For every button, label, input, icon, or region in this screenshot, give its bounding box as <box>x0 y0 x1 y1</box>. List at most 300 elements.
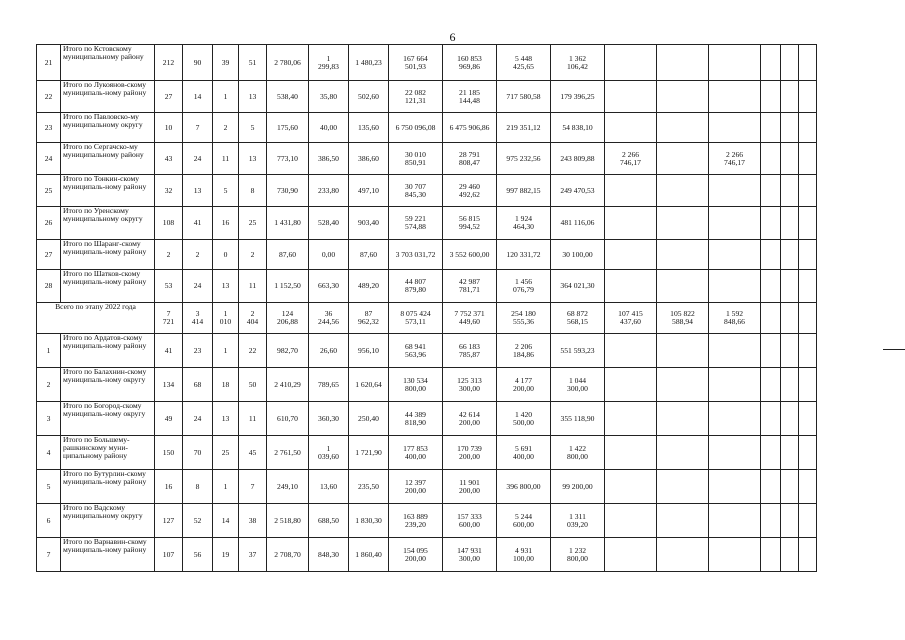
table-cell: 502,60 <box>349 81 389 113</box>
table-cell: 56 <box>183 538 213 572</box>
table-cell <box>709 504 761 538</box>
table-cell <box>657 270 709 303</box>
row-number: 21 <box>37 45 61 81</box>
table-cell: 35,80 <box>309 81 349 113</box>
table-cell: 903,40 <box>349 207 389 240</box>
table-cell: 4 931 100,00 <box>497 538 551 572</box>
total-cell: 2 404 <box>239 303 267 334</box>
table-cell: 154 095 200,00 <box>389 538 443 572</box>
table-cell <box>799 368 817 402</box>
table-cell: 87,60 <box>267 240 309 270</box>
table-cell: 22 <box>239 334 267 368</box>
table-cell: 2 708,70 <box>267 538 309 572</box>
table-cell: 233,80 <box>309 175 349 207</box>
table-cell <box>781 504 799 538</box>
table-cell <box>761 45 781 81</box>
district-name: Итого по Варнавин-скому муниципаль-ному району <box>61 538 155 572</box>
table-cell: 147 931 300,00 <box>443 538 497 572</box>
table-cell <box>781 143 799 175</box>
table-cell: 66 183 785,87 <box>443 334 497 368</box>
table-cell: 10 <box>155 113 183 143</box>
table-cell: 1 311 039,20 <box>551 504 605 538</box>
table-cell: 2 <box>239 240 267 270</box>
table-row <box>37 207 817 240</box>
table-cell <box>605 402 657 436</box>
table-cell: 2 266 746,17 <box>709 143 761 175</box>
table-cell <box>781 45 799 81</box>
table-cell <box>657 470 709 504</box>
table-cell: 249,10 <box>267 470 309 504</box>
table-cell <box>605 470 657 504</box>
table-cell: 42 987 781,71 <box>443 270 497 303</box>
table-cell: 177 853 400,00 <box>389 436 443 470</box>
table-cell <box>605 436 657 470</box>
table-cell: 610,70 <box>267 402 309 436</box>
table-cell: 30 707 845,30 <box>389 175 443 207</box>
table-cell: 163 889 239,20 <box>389 504 443 538</box>
table-row <box>37 470 817 504</box>
table-cell <box>709 334 761 368</box>
table-cell: 1 431,80 <box>267 207 309 240</box>
table-cell: 481 116,06 <box>551 207 605 240</box>
table-cell <box>709 45 761 81</box>
table-cell: 6 750 096,08 <box>389 113 443 143</box>
table-cell: 68 <box>183 368 213 402</box>
table-cell: 1 422 800,00 <box>551 436 605 470</box>
district-name: Итого по Шаранг-скому муниципаль-ному району <box>61 240 155 270</box>
table-cell: 56 815 994,52 <box>443 207 497 240</box>
table-cell <box>657 504 709 538</box>
table-cell <box>657 207 709 240</box>
table-cell: 160 853 969,86 <box>443 45 497 81</box>
table-cell <box>605 334 657 368</box>
table-cell <box>761 270 781 303</box>
table-cell <box>657 175 709 207</box>
table-cell: 360,30 <box>309 402 349 436</box>
table-cell: 1 232 800,00 <box>551 538 605 572</box>
table-cell: 528,40 <box>309 207 349 240</box>
table-cell <box>799 207 817 240</box>
table-cell: 130 534 800,00 <box>389 368 443 402</box>
table-cell <box>605 175 657 207</box>
table-cell: 13 <box>213 270 239 303</box>
table-cell: 396 800,00 <box>497 470 551 504</box>
total-cell: 1 010 <box>213 303 239 334</box>
table-cell: 28 791 808,47 <box>443 143 497 175</box>
table-cell: 364 021,30 <box>551 270 605 303</box>
table-cell: 1 456 076,79 <box>497 270 551 303</box>
row-number: 4 <box>37 436 61 470</box>
table-cell: 663,30 <box>309 270 349 303</box>
table-cell <box>761 175 781 207</box>
table-cell <box>709 470 761 504</box>
table-cell: 13 <box>239 143 267 175</box>
table-cell: 53 <box>155 270 183 303</box>
district-name: Итого по Сергачско-му муниципальному району <box>61 143 155 175</box>
table-row <box>37 334 817 368</box>
table-cell: 688,50 <box>309 504 349 538</box>
table-cell: 538,40 <box>267 81 309 113</box>
table-cell: 2 206 184,86 <box>497 334 551 368</box>
table-cell: 219 351,12 <box>497 113 551 143</box>
table-cell: 2 518,80 <box>267 504 309 538</box>
table-cell: 19 <box>213 538 239 572</box>
table-cell: 120 331,72 <box>497 240 551 270</box>
table-row <box>37 538 817 572</box>
table-cell <box>799 538 817 572</box>
table-cell: 5 448 425,65 <box>497 45 551 81</box>
table-cell: 489,20 <box>349 270 389 303</box>
table-cell: 14 <box>213 504 239 538</box>
table-cell: 1 <box>213 81 239 113</box>
district-name: Итого по Вадскому муниципальному округу <box>61 504 155 538</box>
table-cell <box>781 538 799 572</box>
table-cell <box>709 368 761 402</box>
table-cell: 52 <box>183 504 213 538</box>
total-cell <box>799 303 817 334</box>
table-cell: 27 <box>155 81 183 113</box>
table-row <box>37 113 817 143</box>
district-name: Итого по Бутурлин-скому муниципаль-ному району <box>61 470 155 504</box>
table-cell: 8 <box>183 470 213 504</box>
table-cell: 1 362 106,42 <box>551 45 605 81</box>
table-row <box>37 270 817 303</box>
table-cell: 24 <box>183 402 213 436</box>
table-cell: 68 941 563,96 <box>389 334 443 368</box>
table-cell: 1 <box>213 470 239 504</box>
table-cell: 49 <box>155 402 183 436</box>
row-number: 23 <box>37 113 61 143</box>
table-cell: 107 <box>155 538 183 572</box>
table-cell <box>799 175 817 207</box>
district-name: Итого по Большему-рашкинскому муни-ципальному району <box>61 436 155 470</box>
table-cell: 956,10 <box>349 334 389 368</box>
table-cell: 175,60 <box>267 113 309 143</box>
table-cell <box>799 45 817 81</box>
total-cell: 124 206,88 <box>267 303 309 334</box>
table-cell: 5 244 600,00 <box>497 504 551 538</box>
total-cell <box>781 303 799 334</box>
table-cell <box>781 81 799 113</box>
table-cell: 21 185 144,48 <box>443 81 497 113</box>
table-cell <box>799 504 817 538</box>
table-cell: 2 266 746,17 <box>605 143 657 175</box>
total-cell: 7 752 371 449,60 <box>443 303 497 334</box>
row-number: 3 <box>37 402 61 436</box>
table-cell: 5 <box>239 113 267 143</box>
total-cell: 7 721 <box>155 303 183 334</box>
table-cell: 13 <box>213 402 239 436</box>
table-cell: 2 410,29 <box>267 368 309 402</box>
table-cell: 38 <box>239 504 267 538</box>
table-cell <box>605 113 657 143</box>
table-cell: 18 <box>213 368 239 402</box>
table-cell <box>605 240 657 270</box>
table-cell <box>761 470 781 504</box>
total-cell: 105 822 588,94 <box>657 303 709 334</box>
table-cell: 99 200,00 <box>551 470 605 504</box>
total-cell: 68 872 568,15 <box>551 303 605 334</box>
total-cell: 254 180 555,36 <box>497 303 551 334</box>
table-cell <box>781 175 799 207</box>
table-cell: 16 <box>213 207 239 240</box>
row-number: 2 <box>37 368 61 402</box>
table-cell <box>761 113 781 143</box>
table-cell <box>781 436 799 470</box>
table-cell: 11 <box>239 270 267 303</box>
table-cell <box>799 270 817 303</box>
district-name: Итого по Ардатов-скому муниципаль-ному району <box>61 334 155 368</box>
table-cell: 13,60 <box>309 470 349 504</box>
total-cell: 1 592 848,66 <box>709 303 761 334</box>
table-cell <box>799 334 817 368</box>
table-cell: 249 470,53 <box>551 175 605 207</box>
table-cell: 2 761,50 <box>267 436 309 470</box>
table-cell: 551 593,23 <box>551 334 605 368</box>
table-cell <box>605 45 657 81</box>
table-cell <box>709 538 761 572</box>
table-cell: 997 882,15 <box>497 175 551 207</box>
table-cell: 5 <box>213 175 239 207</box>
table-cell: 39 <box>213 45 239 81</box>
table-row <box>37 368 817 402</box>
district-name: Итого по Тонкин-скому муниципаль-ному району <box>61 175 155 207</box>
margin-line <box>883 349 905 350</box>
table-cell: 54 838,10 <box>551 113 605 143</box>
table-cell: 1 480,23 <box>349 45 389 81</box>
table-cell <box>605 81 657 113</box>
table-cell <box>709 175 761 207</box>
table-cell: 355 118,90 <box>551 402 605 436</box>
table-cell: 135,60 <box>349 113 389 143</box>
table-cell: 8 <box>239 175 267 207</box>
table-cell <box>799 143 817 175</box>
table-cell: 90 <box>183 45 213 81</box>
table-cell <box>709 402 761 436</box>
table-row <box>37 81 817 113</box>
table-cell <box>781 402 799 436</box>
district-name: Итого по Уренскому муниципальному округу <box>61 207 155 240</box>
table-cell: 157 333 600,00 <box>443 504 497 538</box>
table-cell: 1 620,64 <box>349 368 389 402</box>
table-cell <box>761 504 781 538</box>
table-cell: 717 580,58 <box>497 81 551 113</box>
table-cell <box>781 113 799 143</box>
table-cell: 1 860,40 <box>349 538 389 572</box>
table-cell: 0,00 <box>309 240 349 270</box>
table-cell <box>799 470 817 504</box>
district-name: Итого по Кстовскому муниципальному району <box>61 45 155 81</box>
table-cell <box>709 270 761 303</box>
table-cell: 51 <box>239 45 267 81</box>
table-cell: 243 809,88 <box>551 143 605 175</box>
row-number: 22 <box>37 81 61 113</box>
table-cell <box>709 113 761 143</box>
table-cell: 1 299,83 <box>309 45 349 81</box>
table-cell: 32 <box>155 175 183 207</box>
table-cell <box>781 470 799 504</box>
table-cell: 40,00 <box>309 113 349 143</box>
table-cell <box>657 334 709 368</box>
row-number: 1 <box>37 334 61 368</box>
table-cell <box>605 504 657 538</box>
table-cell: 150 <box>155 436 183 470</box>
total-cell: 87 962,32 <box>349 303 389 334</box>
row-number: 27 <box>37 240 61 270</box>
table-cell <box>781 368 799 402</box>
table-cell: 125 313 300,00 <box>443 368 497 402</box>
data-table <box>36 44 817 572</box>
table-cell: 1 152,50 <box>267 270 309 303</box>
district-name: Итого по Лукоянов-скому муниципаль-ному району <box>61 81 155 113</box>
district-name: Итого по Шатков-скому муниципаль-ному району <box>61 270 155 303</box>
table-cell: 5 691 400,00 <box>497 436 551 470</box>
table-cell <box>799 113 817 143</box>
table-cell: 1 830,30 <box>349 504 389 538</box>
table-cell <box>761 334 781 368</box>
table-cell: 0 <box>213 240 239 270</box>
table-cell: 45 <box>239 436 267 470</box>
table-cell: 2 780,06 <box>267 45 309 81</box>
table-cell <box>657 402 709 436</box>
table-cell <box>657 368 709 402</box>
table-cell: 3 552 600,00 <box>443 240 497 270</box>
table-cell: 50 <box>239 368 267 402</box>
table-cell <box>781 240 799 270</box>
table-cell: 30 100,00 <box>551 240 605 270</box>
table-cell <box>761 368 781 402</box>
table-cell <box>605 270 657 303</box>
total-cell: 3 414 <box>183 303 213 334</box>
table-cell: 789,65 <box>309 368 349 402</box>
table-cell <box>799 81 817 113</box>
table-cell: 179 396,25 <box>551 81 605 113</box>
table-cell: 44 389 818,90 <box>389 402 443 436</box>
table-cell: 12 397 200,00 <box>389 470 443 504</box>
table-cell: 29 460 492,62 <box>443 175 497 207</box>
table-cell: 41 <box>155 334 183 368</box>
table-cell <box>605 538 657 572</box>
district-name: Итого по Балахнин-скому муниципаль-ному округу <box>61 368 155 402</box>
table-cell: 11 <box>213 143 239 175</box>
table-row <box>37 436 817 470</box>
table-cell: 70 <box>183 436 213 470</box>
table-cell: 44 807 879,80 <box>389 270 443 303</box>
district-name: Итого по Богород-скому муниципаль-ному округу <box>61 402 155 436</box>
table-row <box>37 240 817 270</box>
table-cell: 212 <box>155 45 183 81</box>
table-cell <box>657 113 709 143</box>
table-cell: 386,50 <box>309 143 349 175</box>
table-cell: 497,10 <box>349 175 389 207</box>
table-cell <box>761 402 781 436</box>
table-cell: 11 <box>239 402 267 436</box>
district-name: Итого по Павловско-му муниципальному округу <box>61 113 155 143</box>
row-number: 6 <box>37 504 61 538</box>
table-row <box>37 175 817 207</box>
row-number: 24 <box>37 143 61 175</box>
table-cell <box>761 436 781 470</box>
row-number: 5 <box>37 470 61 504</box>
table-cell: 386,60 <box>349 143 389 175</box>
table-cell: 4 177 200,00 <box>497 368 551 402</box>
table-row <box>37 45 817 81</box>
table-cell: 6 475 906,86 <box>443 113 497 143</box>
table-cell: 16 <box>155 470 183 504</box>
row-number: 7 <box>37 538 61 572</box>
table-cell <box>605 368 657 402</box>
table-cell <box>781 207 799 240</box>
total-label: Всего по этапу 2022 года <box>37 303 155 334</box>
table-cell <box>761 538 781 572</box>
table-cell: 134 <box>155 368 183 402</box>
table-cell: 24 <box>183 143 213 175</box>
table-cell <box>657 436 709 470</box>
table-cell <box>761 240 781 270</box>
table-cell: 13 <box>239 81 267 113</box>
table-cell: 7 <box>183 113 213 143</box>
table-cell: 1 044 300,00 <box>551 368 605 402</box>
table-cell <box>657 45 709 81</box>
table-cell: 1 721,90 <box>349 436 389 470</box>
table-row <box>37 402 817 436</box>
table-cell: 1 420 500,00 <box>497 402 551 436</box>
table-cell: 43 <box>155 143 183 175</box>
table-cell: 7 <box>239 470 267 504</box>
total-cell: 36 244,56 <box>309 303 349 334</box>
table-cell: 41 <box>183 207 213 240</box>
table-cell: 730,90 <box>267 175 309 207</box>
row-number: 28 <box>37 270 61 303</box>
table-cell: 1 <box>213 334 239 368</box>
table-cell <box>761 207 781 240</box>
table-cell <box>657 143 709 175</box>
table-cell <box>657 538 709 572</box>
row-number: 25 <box>37 175 61 207</box>
total-cell: 107 415 437,60 <box>605 303 657 334</box>
table-cell: 23 <box>183 334 213 368</box>
table-cell: 14 <box>183 81 213 113</box>
table-cell: 30 010 850,91 <box>389 143 443 175</box>
table-cell: 2 <box>183 240 213 270</box>
table-cell: 167 664 501,93 <box>389 45 443 81</box>
table-cell: 170 739 200,00 <box>443 436 497 470</box>
total-cell <box>761 303 781 334</box>
table-cell: 22 082 121,31 <box>389 81 443 113</box>
table-cell <box>709 81 761 113</box>
table-cell <box>761 143 781 175</box>
table-cell: 42 614 200,00 <box>443 402 497 436</box>
table-cell <box>709 207 761 240</box>
table-cell: 11 901 200,00 <box>443 470 497 504</box>
table-cell: 975 232,56 <box>497 143 551 175</box>
table-cell <box>605 207 657 240</box>
table-cell: 2 <box>213 113 239 143</box>
table-cell: 2 <box>155 240 183 270</box>
table-cell: 773,10 <box>267 143 309 175</box>
table-cell: 59 221 574,88 <box>389 207 443 240</box>
table-cell <box>761 81 781 113</box>
table-cell <box>781 270 799 303</box>
total-row <box>37 303 817 334</box>
table-cell: 13 <box>183 175 213 207</box>
table-cell <box>781 334 799 368</box>
table-cell: 3 703 031,72 <box>389 240 443 270</box>
table-row <box>37 504 817 538</box>
table-cell: 1 039,60 <box>309 436 349 470</box>
table-cell: 24 <box>183 270 213 303</box>
table-cell: 1 924 464,30 <box>497 207 551 240</box>
